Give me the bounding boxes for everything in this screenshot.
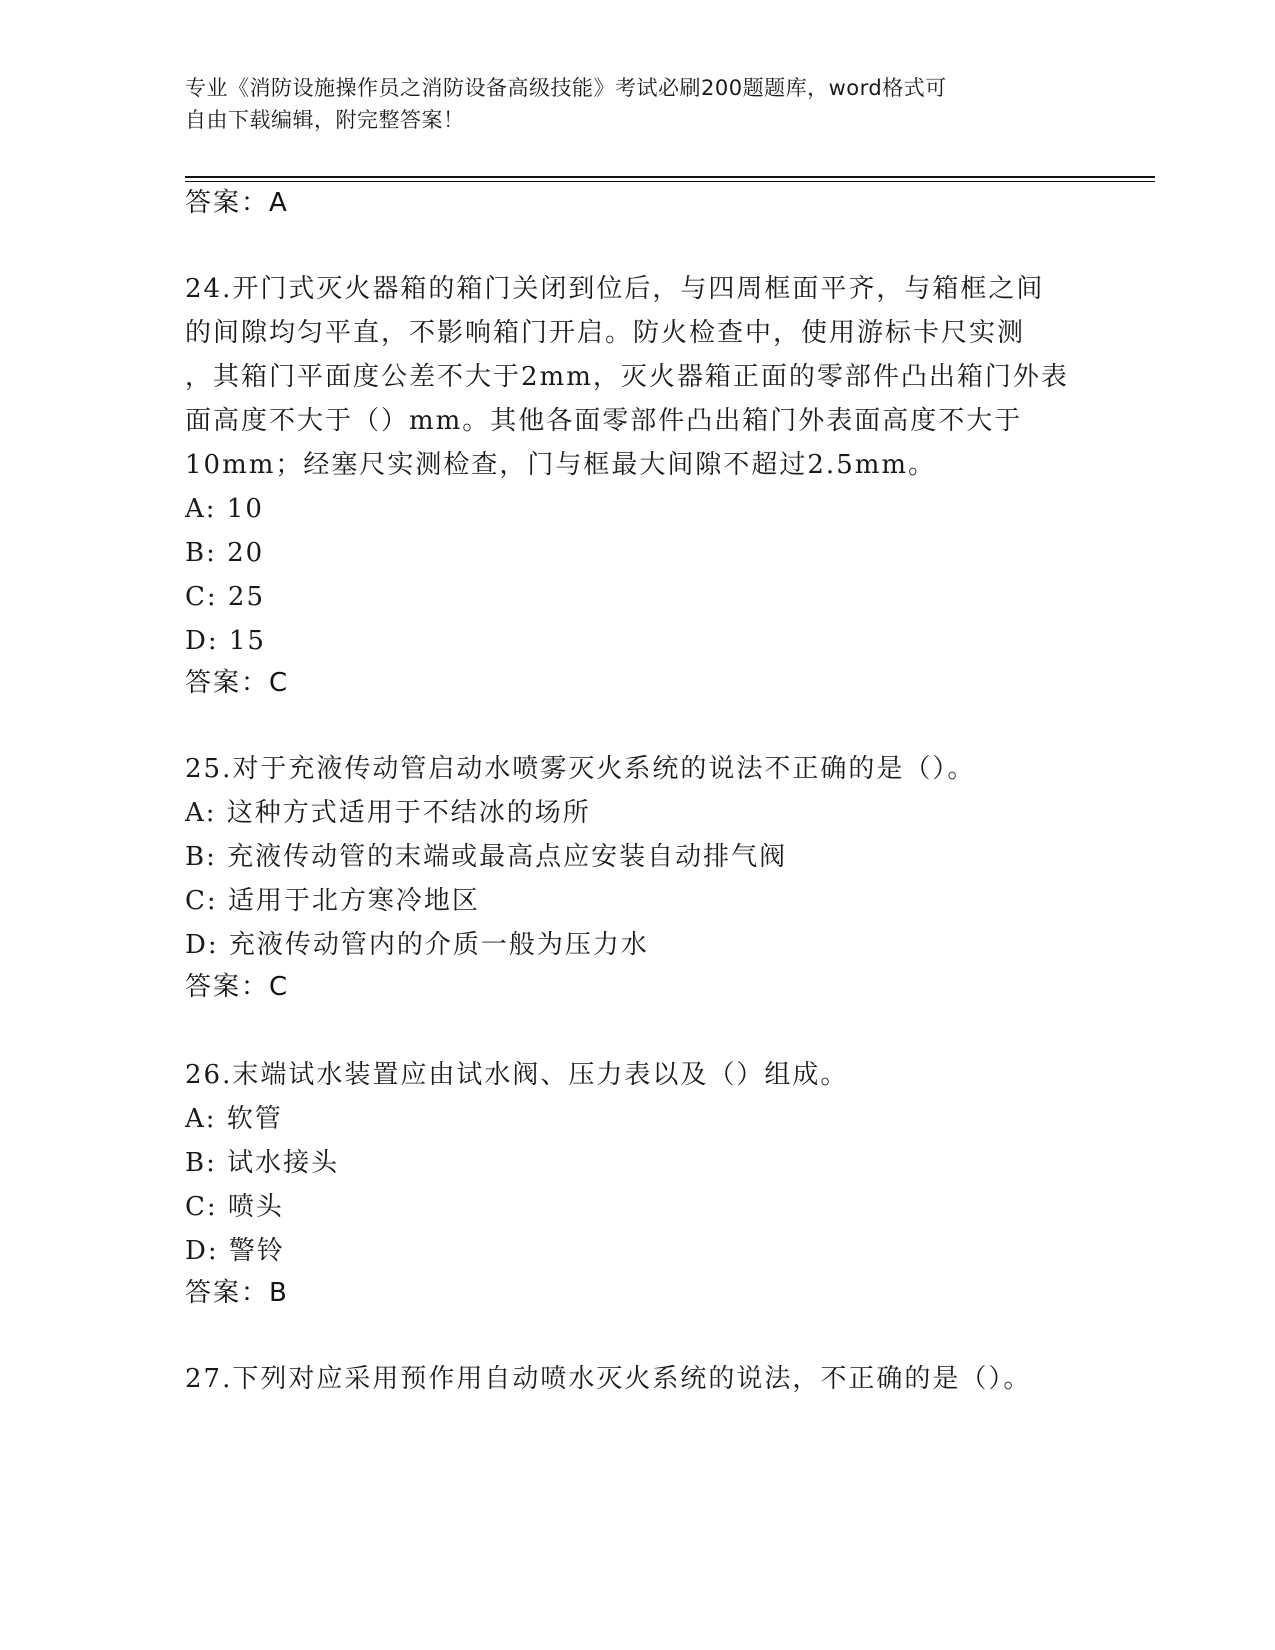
question-25-answer: 答案：C [185,972,290,1002]
question-24-option-b: B: 20 [185,538,265,568]
question-26-answer: 答案：B [185,1278,289,1308]
question-24-option-d: D: 15 [185,626,266,656]
question-24-line-1: 24.开门式灭火器箱的箱门关闭到位后，与四周框面平齐，与箱框之间 [185,274,1045,304]
header-divider-thick [185,176,1155,178]
header-line-2: 自由下载编辑，附完整答案！ [185,108,465,132]
question-26-option-c: C: 喷头 [185,1192,284,1222]
question-25-option-c: C: 适用于北方寒冷地区 [185,886,480,916]
question-24-option-c: C: 25 [185,582,266,612]
question-24-option-a: A: 10 [185,494,264,524]
answer-previous: 答案：A [185,188,289,218]
question-24-line-5: 10mm；经塞尺实测检查，门与框最大间隙不超过2.5mm。 [185,450,937,480]
question-26-option-a: A: 软管 [185,1104,283,1134]
question-24-line-4: 面高度不大于（）mm。其他各面零部件凸出箱门外表面高度不大于 [185,406,1023,436]
header-divider-thin [185,181,1155,182]
question-26-option-b: B: 试水接头 [185,1148,340,1178]
question-26-stem: 26.末端试水装置应由试水阀、压力表以及（）组成。 [185,1060,849,1090]
header-line-1: 专业《消防设施操作员之消防设备高级技能》考试必刷200题题库，word格式可 [185,76,947,100]
question-24-line-3: ，其箱门平面度公差不大于2mm，灭火器箱正面的零部件凸出箱门外表 [185,362,1069,392]
question-24-answer: 答案：C [185,668,290,698]
question-26-option-d: D: 警铃 [185,1236,285,1266]
question-24-line-2: 的间隙均匀平直，不影响箱门开启。防火检查中，使用游标卡尺实测 [185,318,1026,348]
question-25-option-b: B: 充液传动管的末端或最高点应安装自动排气阀 [185,842,788,872]
question-25-stem: 25.对于充液传动管启动水喷雾灭火系统的说法不正确的是（）。 [185,754,976,784]
question-27-stem: 27.下列对应采用预作用自动喷水灭火系统的说法，不正确的是（）。 [185,1364,1032,1394]
document-header [185,72,1065,136]
question-25-option-a: A: 这种方式适用于不结冰的场所 [185,798,591,828]
question-25-option-d: D: 充液传动管内的介质一般为压力水 [185,930,649,960]
